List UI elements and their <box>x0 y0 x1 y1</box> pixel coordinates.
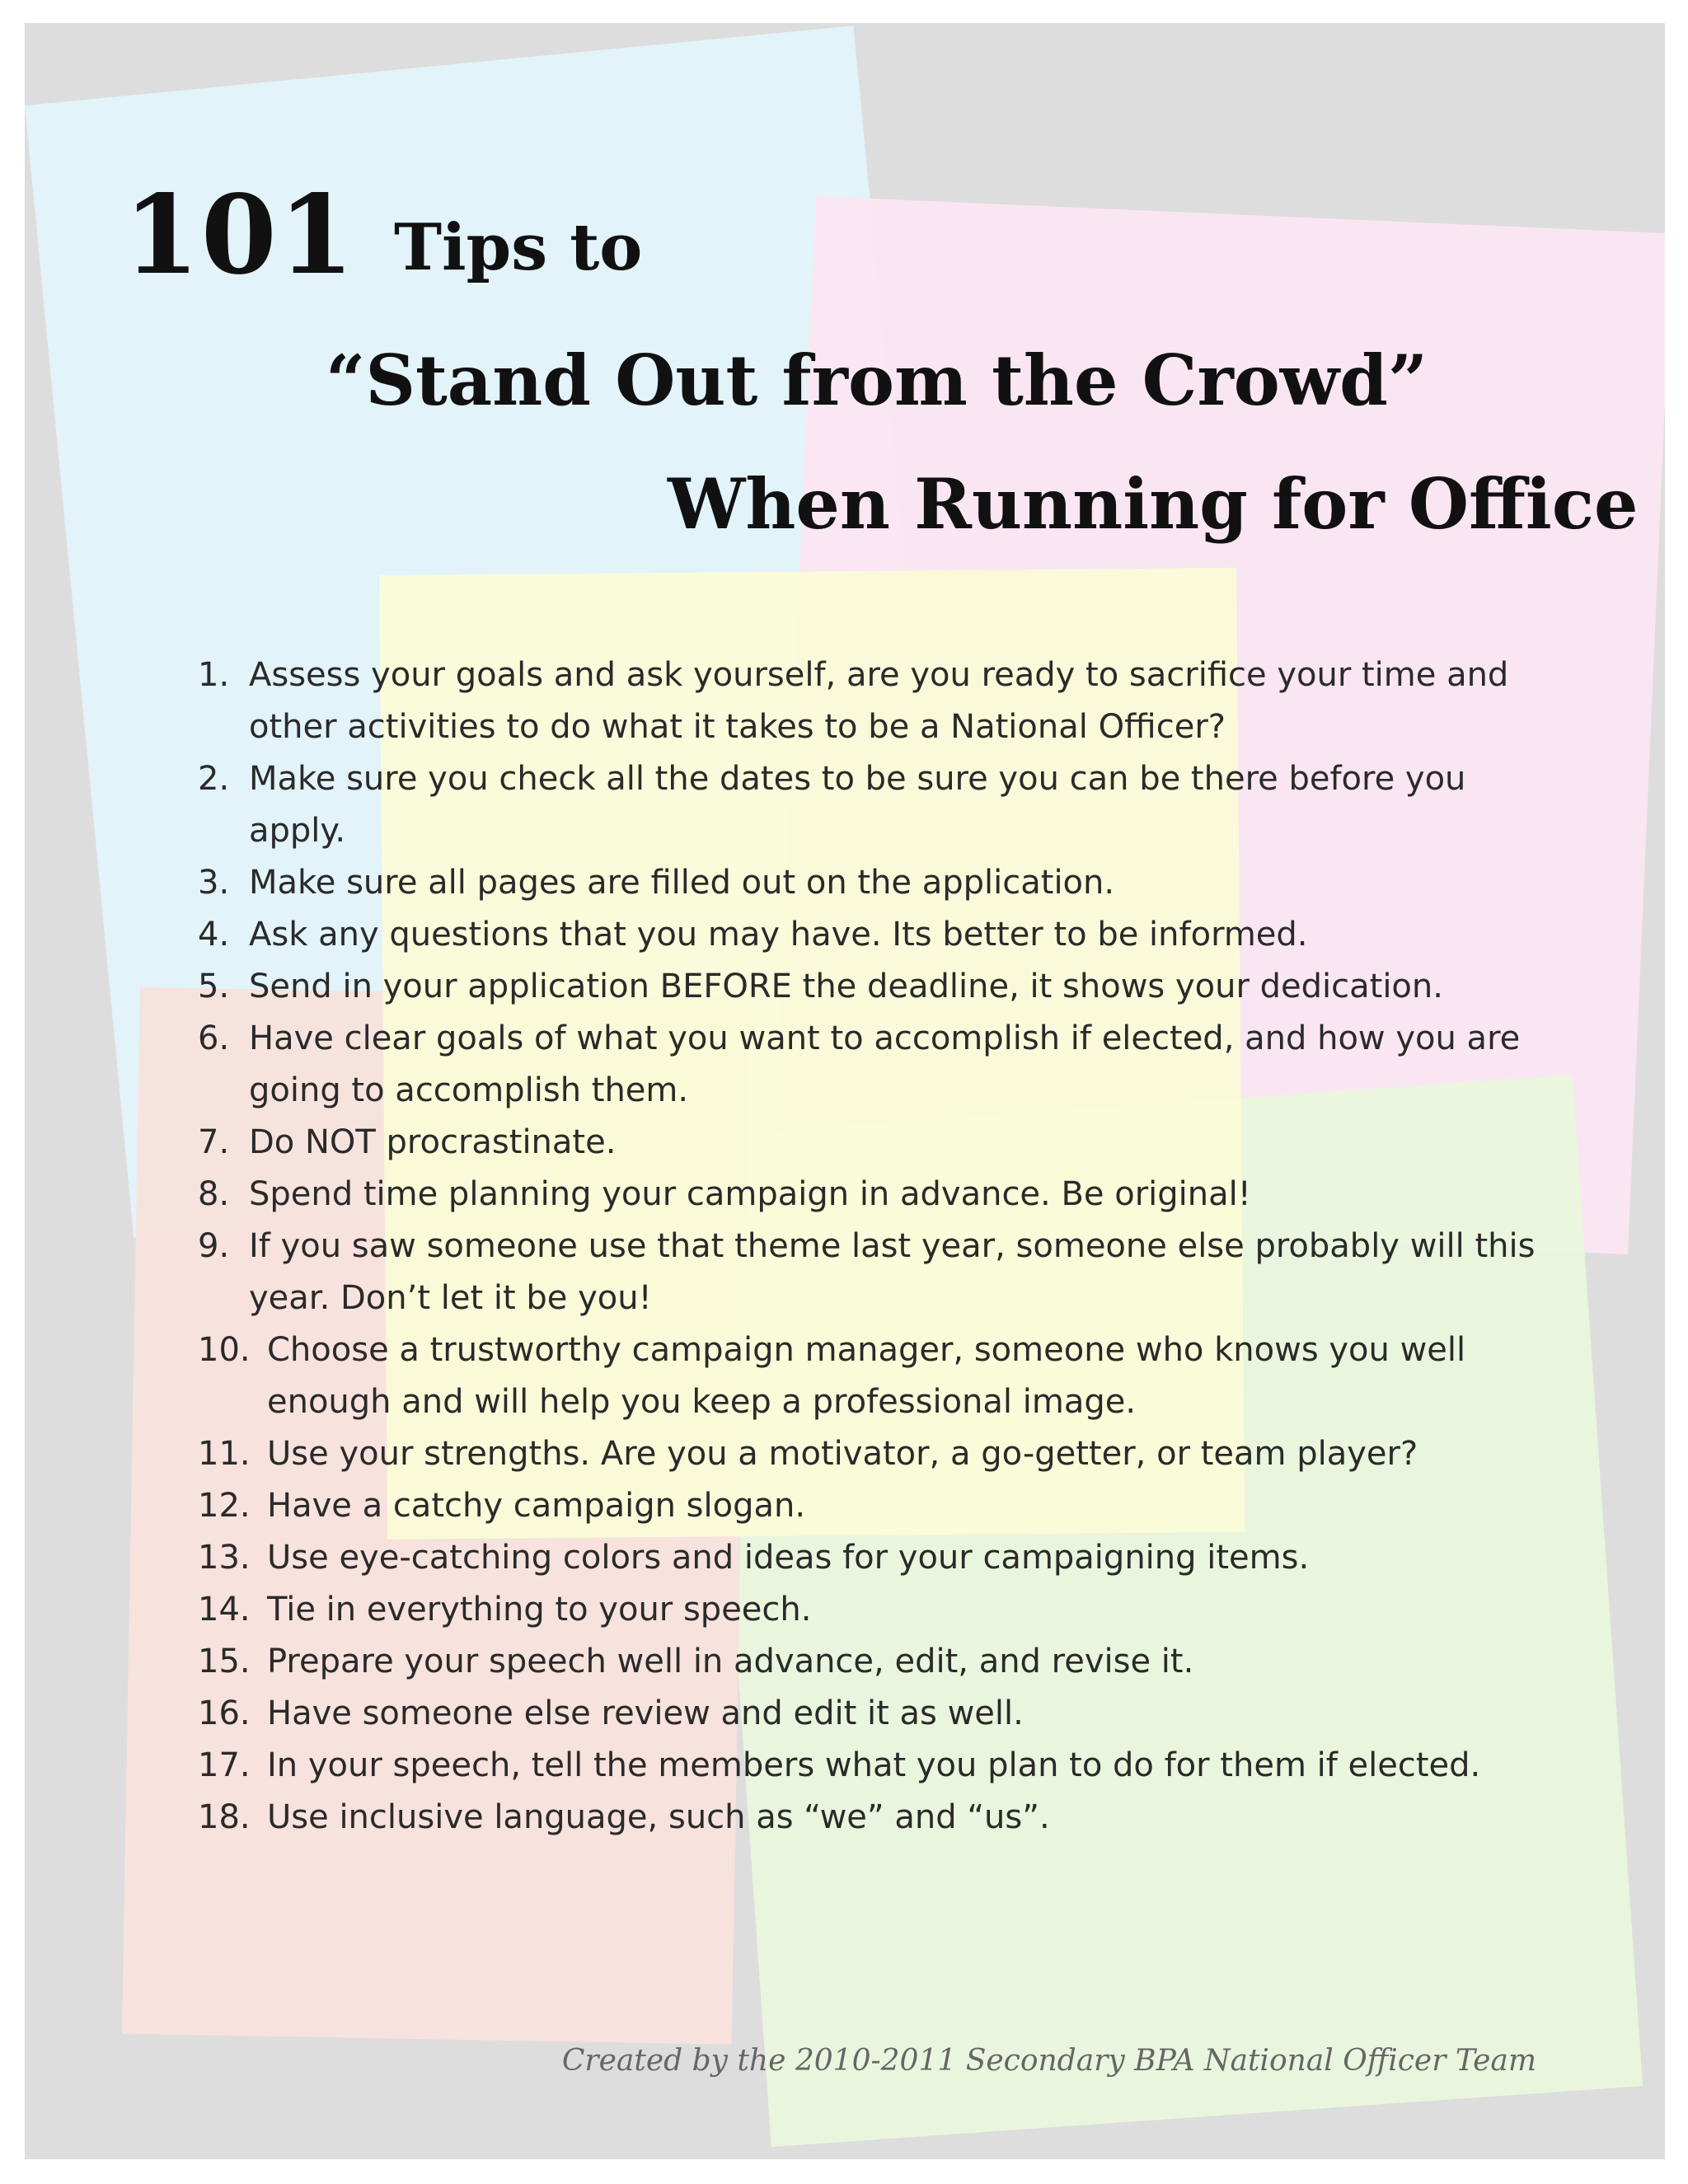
tip-number: 7. <box>198 1123 230 1161</box>
tip-number: 4. <box>198 916 230 954</box>
list-item <box>198 1428 1550 1480</box>
tip-text: Prepare your speech well in advance, edit, and revise it. <box>267 1643 1194 1680</box>
list-item <box>198 1324 1550 1428</box>
list-item <box>198 1117 1550 1169</box>
tip-text: Make sure all pages are filled out on the application. <box>249 864 1115 902</box>
list-item <box>198 1792 1550 1844</box>
tip-text: Have a catchy campaign slogan. <box>267 1487 806 1525</box>
list-item <box>198 857 1550 909</box>
tip-text: If you saw someone use that theme last year, someone else probably will this year. Don’t let it be you! <box>249 1227 1536 1317</box>
tip-text: Send in your application BEFORE the deadline, it shows your dedication. <box>249 968 1443 1005</box>
tip-number: 15. <box>198 1643 251 1680</box>
list-item <box>198 753 1550 857</box>
list-item <box>198 1013 1550 1117</box>
tip-number: 17. <box>198 1746 251 1784</box>
list-item <box>198 1584 1550 1636</box>
tip-number: 6. <box>198 1019 230 1057</box>
tip-text: Make sure you check all the dates to be sure you can be there before you apply. <box>249 760 1466 850</box>
tip-text: Ask any questions that you may have. Its better to be informed. <box>249 916 1308 954</box>
tip-number: 14. <box>198 1591 251 1629</box>
tip-number: 16. <box>198 1694 251 1732</box>
tip-number: 9. <box>198 1227 230 1265</box>
tip-text: Assess your goals and ask yourself, are you ready to sacrifice your time and other activities to do what it takes to be a National Officer? <box>249 656 1509 746</box>
tip-number: 18. <box>198 1798 251 1836</box>
tip-number: 11. <box>198 1435 251 1473</box>
tip-text: In your speech, tell the members what you plan to do for them if elected. <box>267 1746 1481 1784</box>
tip-number: 13. <box>198 1539 251 1577</box>
tip-number: 8. <box>198 1175 230 1213</box>
tip-text: Have someone else review and edit it as well. <box>267 1694 1024 1732</box>
tips-list <box>198 649 1550 1844</box>
tip-number: 5. <box>198 968 230 1005</box>
tip-number: 10. <box>198 1331 251 1369</box>
list-item <box>198 1169 1550 1221</box>
list-item <box>198 909 1550 961</box>
tip-number: 2. <box>198 760 230 798</box>
tip-text: Choose a trustworthy campaign manager, someone who knows you well enough and will help you keep a professional image. <box>267 1331 1466 1421</box>
tip-number: 1. <box>198 656 230 694</box>
list-item <box>198 1221 1550 1324</box>
list-item <box>198 1740 1550 1792</box>
tip-text: Use inclusive language, such as “we” and “us”. <box>267 1798 1050 1836</box>
tip-text: Have clear goals of what you want to accomplish if elected, and how you are going to accomplish them. <box>249 1019 1521 1109</box>
title-running-for-office: When Running for Office <box>668 463 1639 545</box>
title-tips-to: Tips to <box>394 210 643 285</box>
list-item <box>198 1688 1550 1740</box>
title-stand-out: “Stand Out from the Crowd” <box>326 340 1428 421</box>
list-item <box>198 1636 1550 1688</box>
list-item <box>198 1480 1550 1532</box>
list-item <box>198 1532 1550 1584</box>
tip-text: Do NOT procrastinate. <box>249 1123 617 1161</box>
tip-text: Use eye-catching colors and ideas for your campaigning items. <box>267 1539 1310 1577</box>
list-item <box>198 961 1550 1013</box>
tip-number: 12. <box>198 1487 251 1525</box>
tip-text: Tie in everything to your speech. <box>267 1591 812 1629</box>
list-item <box>198 649 1550 753</box>
title-number: 101 <box>124 171 356 299</box>
tip-number: 3. <box>198 864 230 902</box>
tip-text: Spend time planning your campaign in advance. Be original! <box>249 1175 1251 1213</box>
footer-credit: Created by the 2010-2011 Secondary BPA National Officer Team <box>561 2044 1536 2078</box>
tip-text: Use your strengths. Are you a motivator, a go-getter, or team player? <box>267 1435 1418 1473</box>
